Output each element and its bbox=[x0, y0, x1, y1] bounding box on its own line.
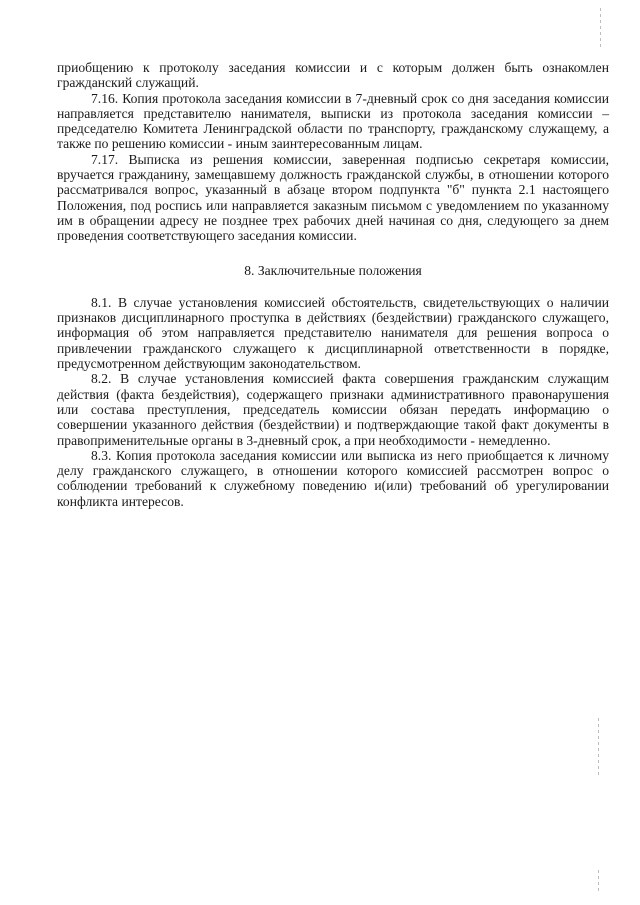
paragraph-8-1: 8.1. В случае установления комиссией обстоятельств, свидетельствующих о наличии признаков дисциплинарного проступка в действиях (бездействии) гражданского служащего, информация об этом направляется представителю нанимателя для решения вопроса о привлечении гражданского служащего к дисциплинарной ответственности в порядке, предусмотренном действующим законодательством. bbox=[57, 294, 609, 372]
paragraph-7-16: 7.16. Копия протокола заседания комиссии в 7-дневный срок со дня заседания комиссии направляется представителю нанимателя, выписки из протокола заседания комиссии – председателю Комитета Ленинградской области по транспорту, гражданскому служащему, а также по решению комиссии - иным заинтересованным лицам. bbox=[57, 90, 609, 152]
scan-artifact bbox=[598, 870, 599, 892]
document-body bbox=[57, 60, 609, 509]
paragraph-continuation: приобщению к протоколу заседания комиссии и с которым должен быть ознакомлен гражданский служащий. bbox=[57, 60, 609, 91]
paragraph-8-2: 8.2. В случае установления комиссией факта совершения гражданским служащим действия (факта бездействия), содержащего признаки административного правонарушения или состава преступления, председатель комиссии обязан передать информацию о совершении указанного действия (бездействии) и подтверждающие такой факт документы в правоприменительные органы в 3-дневный срок, а при необходимости - немедленно. bbox=[57, 371, 609, 448]
section-heading: 8. Заключительные положения bbox=[244, 262, 422, 278]
scan-artifact bbox=[598, 718, 599, 778]
paragraph-7-17: 7.17. Выписка из решения комиссии, заверенная подписью секретаря комиссии, вручается гражданину, замещавшему должность гражданской службы, в отношении которого рассматривался вопрос, указанный в абзаце втором подпункта "б" пункта 2.1 настоящего Положения, под роспись или направляется заказным письмом с уведомлением по указанному им в обращении адресу не позднее трех рабочих дней начиная со дня, следующего за днем проведения соответствующего заседания комиссии. bbox=[57, 151, 609, 244]
paragraph-8-3: 8.3. Копия протокола заседания комиссии или выписка из него приобщается к личному делу гражданского служащего, в отношении которого комиссией рассмотрен вопрос о соблюдении требований к служебному поведению и(или) требований об урегулировании конфликта интересов. bbox=[57, 447, 609, 509]
scan-artifact bbox=[600, 8, 601, 50]
